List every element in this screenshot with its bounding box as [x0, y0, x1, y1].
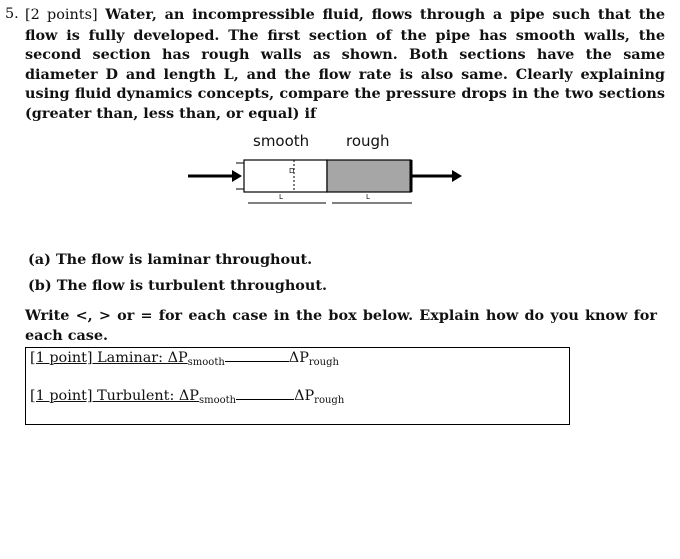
label-d: D [289, 167, 295, 175]
outlet-arrow-head [452, 170, 462, 182]
label-smooth: smooth [253, 132, 310, 150]
inlet-arrow-head [232, 170, 242, 182]
turbulent-mid: ΔP [294, 388, 315, 404]
label-l-rough: L [366, 193, 370, 201]
label-l-smooth: L [279, 193, 283, 201]
part-a: (a) The flow is laminar throughout. [28, 251, 313, 268]
turbulent-prefix: [1 point] Turbulent: ΔP [30, 388, 199, 404]
turbulent-sub-smooth: smooth [198, 395, 237, 406]
answer-box [25, 347, 570, 425]
turbulent-blank[interactable] [236, 398, 294, 400]
instructions: Write <, > or = for each case in the box below. Explain how do you know for each case. [25, 307, 657, 344]
rough-section [327, 160, 411, 192]
smooth-section [244, 160, 327, 192]
laminar-prefix: [1 point] Laminar: ΔP [30, 350, 188, 366]
laminar-blank[interactable] [225, 360, 289, 362]
pipe-diagram [180, 130, 480, 215]
question-number: 5. [5, 6, 19, 22]
label-rough: rough [346, 132, 390, 150]
question-text-block [25, 5, 665, 123]
pipe-figure [180, 130, 480, 215]
turbulent-row [30, 388, 344, 406]
turbulent-sub-rough: rough [314, 395, 345, 406]
question [5, 5, 665, 123]
laminar-sub-smooth: smooth [187, 357, 225, 368]
sub-questions [28, 247, 327, 299]
question-points: [2 points] [25, 7, 98, 23]
laminar-row [30, 350, 339, 368]
laminar-sub-rough: rough [308, 357, 339, 368]
part-b: (b) The flow is turbulent throughout. [28, 277, 328, 294]
laminar-mid: ΔP [288, 350, 309, 366]
question-text: Water, an incompressible fluid, flows through a pipe such that the flow is fully developed. The first section of the pipe has smooth walls, the second section has rough walls as shown. Both sections have the same diameter D and length L, and the flow rate is also same. Clearly explaining using fluid dynamics concepts, compare the pressure drops in the two sections (greater than, less than, or equal) if [25, 6, 665, 122]
